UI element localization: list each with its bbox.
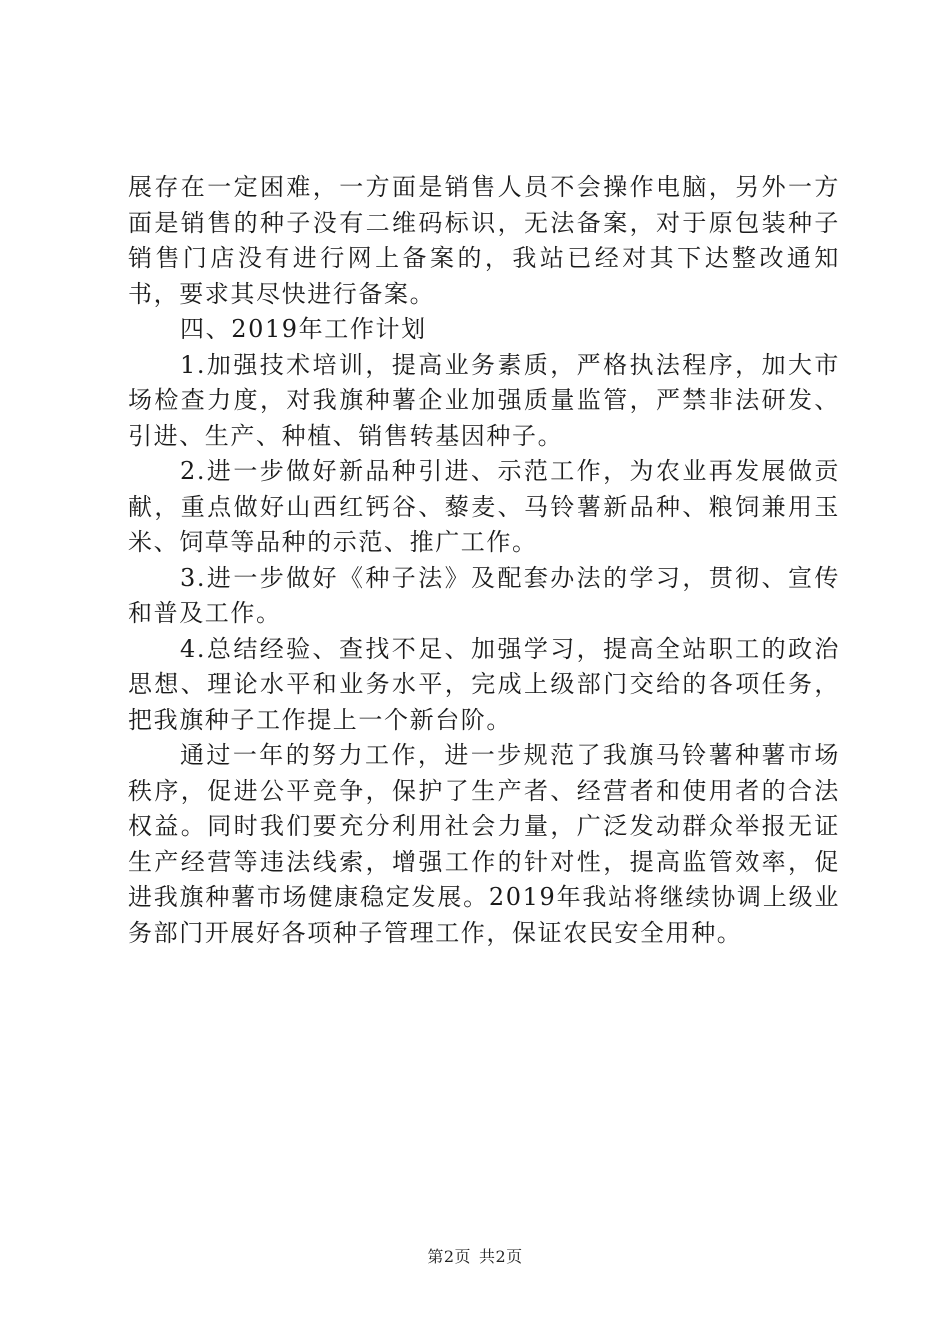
section-heading-2019-plan: 四、2019年工作计划 — [180, 315, 427, 343]
page-number-total: 共2页 — [479, 1247, 523, 1266]
page-number-current: 第2页 — [427, 1247, 471, 1266]
plan-item-1: 1.加强技术培训，提高业务素质，严格执法程序，加大市场检查力度，对我旗种薯企业加强质量监管，严禁非法研发、引进、生产、种植、销售转基因种子。 — [128, 350, 840, 450]
plan-item-2: 2.进一步做好新品种引进、示范工作，为农业再发展做贡献，重点做好山西红钙谷、藜麦、马铃薯新品种、粮饲兼用玉米、饲草等品种的示范、推广工作。 — [128, 457, 840, 556]
plan-item-4: 4.总结经验、查找不足、加强学习，提高全站职工的政治思想、理论水平和业务水平，完成上级部门交给的各项任务，把我旗种子工作提上一个新台阶。 — [128, 634, 840, 734]
document-body — [128, 170, 840, 951]
paragraph-continuation: 展存在一定困难，一方面是销售人员不会操作电脑，另外一方面是销售的种子没有二维码标识，无法备案，对于原包装种子销售门店没有进行网上备案的，我站已经对其下达整改通知书，要求其尽快进行备案。 — [128, 173, 840, 308]
plan-item-3: 3.进一步做好《种子法》及配套办法的学习，贯彻、宣传和普及工作。 — [128, 563, 840, 627]
page-footer — [0, 1247, 950, 1267]
closing-paragraph: 通过一年的努力工作，进一步规范了我旗马铃薯种薯市场秩序，促进公平竞争，保护了生产者、经营者和使用者的合法权益。同时我们要充分利用社会力量，广泛发动群众举报无证生产经营等违法线索，增强工作的针对性，提高监管效率，促进我旗种薯市场健康稳定发展。2019年我站将继续协调上级业务部门开展好各项种子管理工作，保证农民安全用种。 — [128, 741, 840, 947]
